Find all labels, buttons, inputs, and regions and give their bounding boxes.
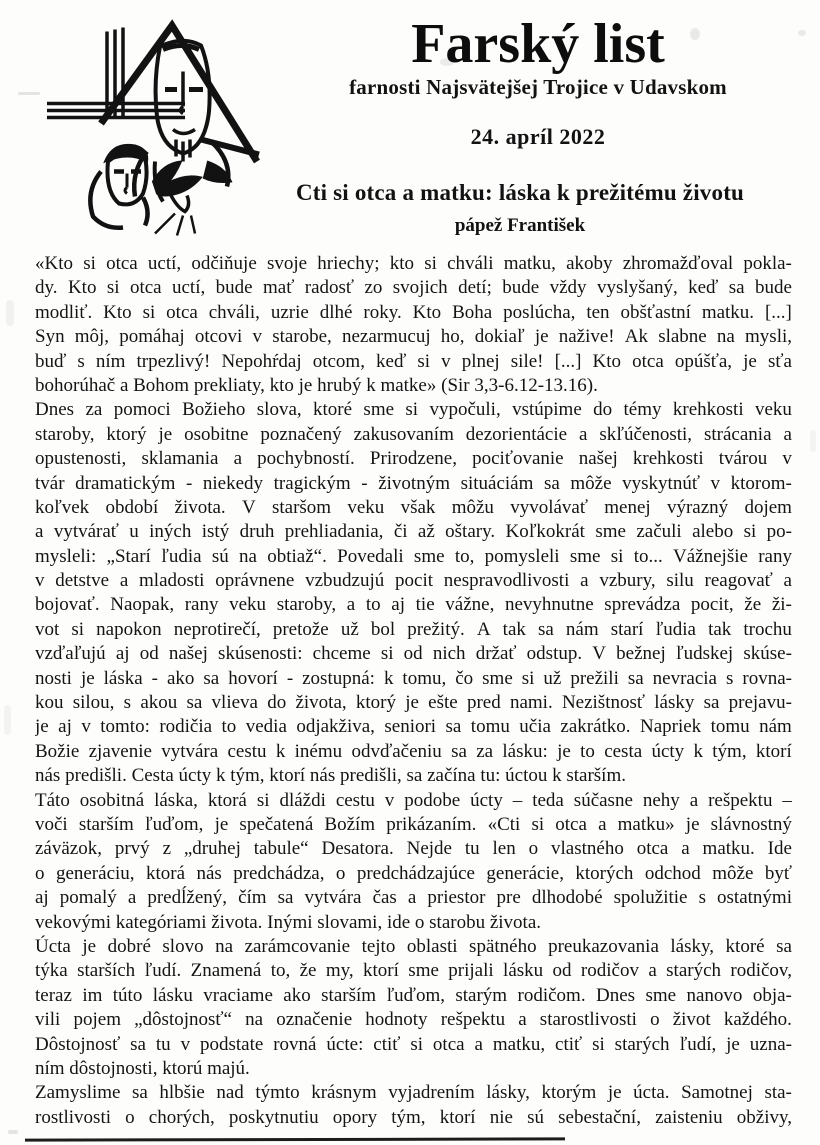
text-line: Dnes za pomoci Božieho slova, ktoré sme si vypočuli, vstúpime do témy krehkosti veku xyxy=(35,399,792,421)
text-line: nás predišli. Cesta úcty k tým, ktorí nás predišli, sa začína tu: úctou k starším. xyxy=(35,765,626,787)
text-line: rostlivosti o chorých, poskytnutiu opory tým, ktorí nie sú sebestační, zaisteniu obživy, xyxy=(35,1106,792,1128)
text-line: teraz im túto lásku vraciame ako starším ľuďom, starým rodičom. Dnes sme nanovo obja- xyxy=(35,984,792,1006)
text-line: Božie zjavenie vytvára cestu k inému odvďačeniu sa za lásku: je to cesta úcty k tým, ktorí xyxy=(35,740,792,762)
text-line: vzďaľujú aj od našej skúsenosti: chceme si od nich držať odstup. V bežnej ľudskej skúse- xyxy=(35,643,792,665)
text-line: bohorúhač a Bohom prekliaty, kto je hrubý k matke» (Sir 3,3-6.12-13.16). xyxy=(35,374,598,396)
text-line: je aj v tomto: rodičia to vedia odjakživa, seniori sa tomu učia zakrátko. Napriek tomu nám xyxy=(35,716,792,738)
masthead xyxy=(268,13,808,150)
article-title: Cti si otca a matku: láska k prežitému životu xyxy=(295,180,745,205)
text-line: aj pomalý a predĺžený, čím sa vytvára čas a priestor pre dlhodobé spolužitie s ostatnými xyxy=(35,887,792,909)
text-line: Zamyslime sa hlbšie nad týmto krásnym vyjadrením lásky, ktorým je úcta. Samotnej sta- xyxy=(35,1082,792,1104)
text-line: «Kto si otca uctí, odčiňuje svoje hriechy; kto si chváli matku, akoby zhromažďoval pokla- xyxy=(35,253,792,274)
scan-noise xyxy=(6,300,14,326)
newsletter-subtitle: farnosti Najsvätejšej Trojice v Udavskom xyxy=(349,75,727,99)
issue-date: 24. apríl 2022 xyxy=(470,124,606,149)
text-line: voči starším ľuďom, je spečatená Božím prikázaním. «Cti si otca a matku» je slávnostný xyxy=(35,813,792,835)
text-line: Táto osobitná láska, ktorá si dláždi cestu v podobe úcty – teda súčasne nehy a rešpektu – xyxy=(35,789,792,811)
text-line: ním dôstojnosti, ktorú majú. xyxy=(35,1057,250,1079)
article-body xyxy=(35,252,792,1130)
newsletter-title: Farský list xyxy=(411,13,665,75)
page-bottom-rule xyxy=(25,1137,565,1141)
text-line: týka starších ľudí. Znamená to, že my, ktorí sme prijali lásku od rodičov a starých rodičov, xyxy=(35,960,792,982)
text-line: kou silou, s akou sa vlieva do života, ktorý je ešte pred nami. Nezištnosť lásky sa prejavu- xyxy=(35,692,792,714)
text-line: Úcta je dobré slovo na zarámcovanie tejto oblasti spätného preukazovania lásky, ktoré sa xyxy=(35,935,792,957)
text-line: staroby, ktorý je osobitne poznačený zakusovaním dezorientácie a skľúčenosti, strácania a xyxy=(35,423,792,445)
text-line: a vytvárať u iných istý druh prehliadania, či až oštary. Koľkokrát sme začuli alebo si po- xyxy=(35,521,792,543)
text-line: vili pojem „dôstojnosť“ na označenie hodnoty rešpektu a starostlivosti o život každého. xyxy=(35,1009,792,1031)
text-line: opustenosti, sklamania a pochybností. Prirodzene, pociťovanie našej krehkosti tvárou v xyxy=(35,448,792,470)
text-line: nosti je láska - ako sa hovorí - zostupná: k tomu, čo sme si už prežili sa nevracia s rovna- xyxy=(35,667,792,689)
text-line: Dôstojnosť sa tu v podstate rovná úcte: ctiť si otca a matku, ctiť si starých ľudí, je uzna- xyxy=(35,1033,792,1055)
text-line: modliť. Kto si otca chváli, uzrie dlhé roky. Kto Boha poslúcha, ten obšťastní matku. [...] xyxy=(35,301,792,323)
text-line: buď s ním trpezlivý! Nepohŕdaj otcom, keď si v plnej sile! [...] Kto otca opúšťa, je sťa xyxy=(35,350,792,372)
text-line: koľvek období života. V staršom veku však môžu vyvolávať menej výrazný dojem xyxy=(35,496,792,518)
text-line: Syn môj, pomáhaj otcovi v starobe, nezarmucuj ho, dokiaľ je nažive! Ak slabne na mysli, xyxy=(35,326,792,348)
text-line: bojovať. Naopak, rany veku staroby, a to aj tie vážne, nevyhnutne sprevádza pocit, že ži- xyxy=(35,594,792,616)
text-line: v detstve a mladosti oprávnene vzbudzujú pocit nespravodlivosti a vzbury, silu reagovať a xyxy=(35,570,792,592)
text-line: mysleli: „Starí ľudia sú na obtiaž“. Povedali sme to, pomysleli sme si to... Vážnejšie rany xyxy=(35,545,792,567)
article-header xyxy=(250,180,790,237)
text-line: o generáciu, ktorá nás predchádza, o predchádzajúce generácie, ktorých odchod môže byť xyxy=(35,862,792,884)
scan-noise xyxy=(8,1130,18,1134)
text-line: tvár dramatickým - niekedy tragickým - životným situáciám sa môže vyskytnúť v ktorom- xyxy=(35,472,792,494)
text-line: záväzok, prvý z „druhej tabule“ Desatora. Nejde tu len o vlastného otca a matku. Ide xyxy=(35,838,792,860)
text-line: vot si napokon neprotirečí, pretože už bol prežitý. A tak sa nám starí ľudia tak trochu xyxy=(35,618,792,640)
holy-trinity-logo-icon xyxy=(35,10,270,238)
article-author: pápež František xyxy=(454,215,586,236)
scan-noise xyxy=(810,430,816,452)
text-line: dy. Kto si otca uctí, bude mať radosť zo svojich detí; bude vždy vyslyšaný, keď sa bude xyxy=(35,277,792,299)
text-line: vekovými kategóriami života. Inými slovami, ide o starobu života. xyxy=(35,911,542,933)
scan-noise xyxy=(4,705,11,735)
